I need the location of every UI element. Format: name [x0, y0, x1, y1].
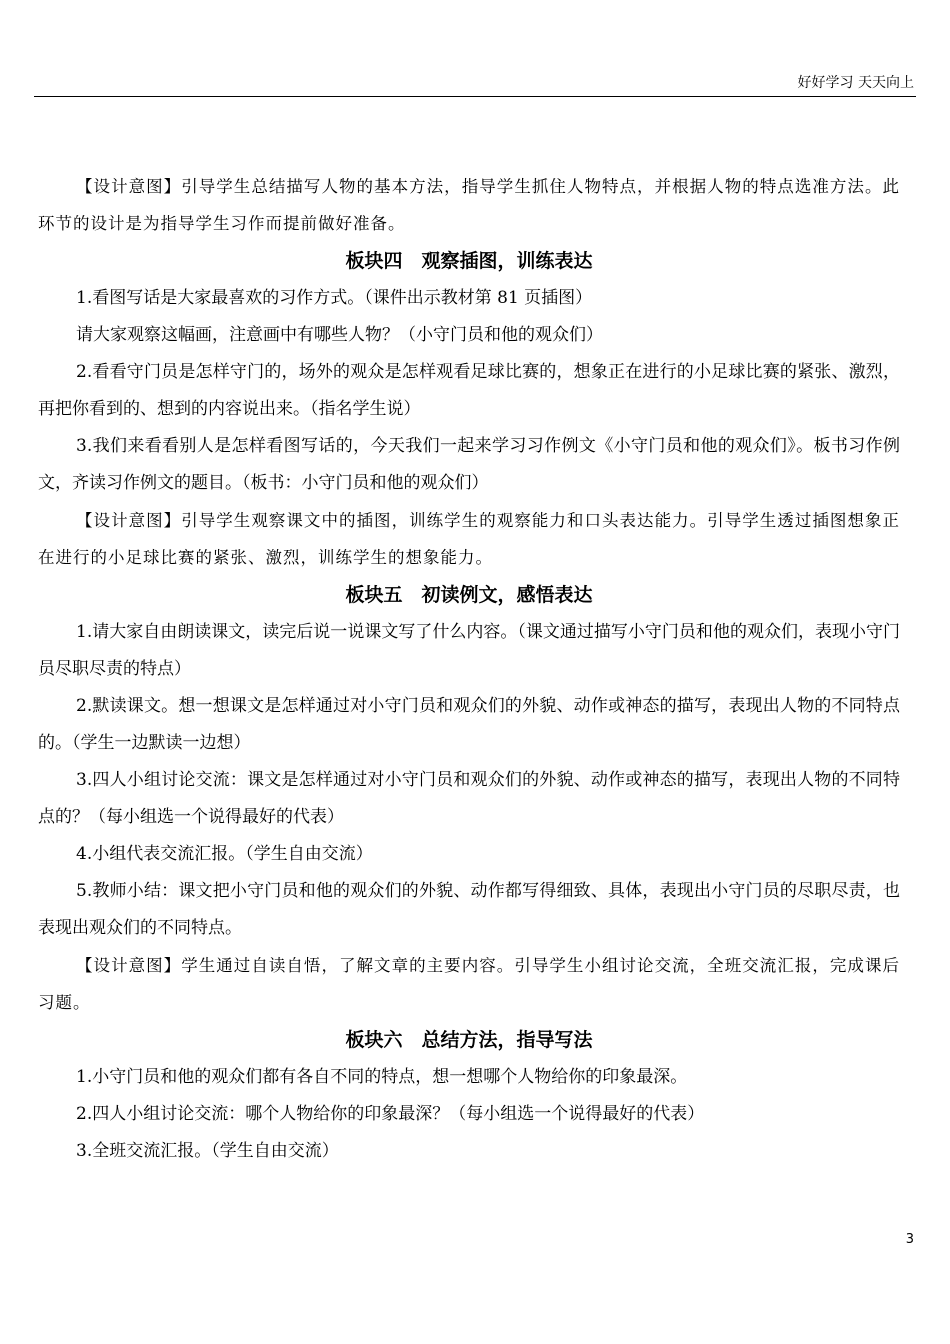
paragraph: 4.小组代表交流汇报。（学生自由交流）: [76, 844, 373, 864]
paragraph: 3.四人小组讨论交流：课文是怎样通过对小守门员和观众们的外貌、动作或神态的描写，表现出人物的不同特点的？（每小组选一个说得最好的代表）: [38, 770, 900, 827]
section-heading: 板块五 初读例文，感悟表达: [345, 584, 593, 606]
paragraph: 2.看看守门员是怎样守门的，场外的观众是怎样观看足球比赛的，想象正在进行的小足球比赛的紧张、激烈，再把你看到的、想到的内容说出来。（指名学生说）: [38, 362, 900, 419]
design-intent-paragraph: 【设计意图】学生通过自读自悟，了解文章的主要内容。引导学生小组讨论交流，全班交流汇报，完成课后习题。: [38, 956, 900, 1012]
paragraph: 3.全班交流汇报。（学生自由交流）: [76, 1141, 339, 1161]
paragraph: 5.教师小结：课文把小守门员和他的观众们的外貌、动作都写得细致、具体，表现出小守门员的尽职尽责，也表现出观众们的不同特点。: [38, 881, 900, 938]
paragraph: 1.小守门员和他的观众们都有各自不同的特点，想一想哪个人物给你的印象最深。: [76, 1067, 688, 1087]
design-intent-paragraph: 【设计意图】引导学生总结描写人物的基本方法，指导学生抓住人物特点，并根据人物的特点选准方法。此环节的设计是为指导学生习作而提前做好准备。: [38, 177, 900, 233]
paragraph: 请大家观察这幅画，注意画中有哪些人物？（小守门员和他的观众们）: [76, 325, 603, 345]
paragraph: 3.我们来看看别人是怎样看图写话的，今天我们一起来学习习作例文《小守门员和他的观众们》。板书习作例文，齐读习作例文的题目。（板书：小守门员和他的观众们）: [38, 436, 900, 493]
paragraph: 1.请大家自由朗读课文，读完后说一说课文写了什么内容。（课文通过描写小守门员和他的观众们，表现小守门员尽职尽责的特点）: [38, 622, 900, 679]
paragraph: 2.默读课文。想一想课文是怎样通过对小守门员和观众们的外貌、动作或神态的描写，表现出人物的不同特点的。（学生一边默读一边想）: [38, 696, 900, 753]
page-number: 3: [905, 1232, 914, 1247]
section-heading: 板块四 观察插图，训练表达: [345, 250, 593, 272]
header-divider: [34, 96, 916, 97]
header-title: 好好学习 天天向上: [797, 75, 914, 91]
section-heading: 板块六 总结方法，指导写法: [345, 1029, 593, 1051]
design-intent-paragraph: 【设计意图】引导学生观察课文中的插图，训练学生的观察能力和口头表达能力。引导学生透过插图想象正在进行的小足球比赛的紧张、激烈，训练学生的想象能力。: [38, 511, 900, 567]
document-body: [38, 168, 900, 1170]
paragraph: 1.看图写话是大家最喜欢的习作方式。（课件出示教材第 81 页插图）: [76, 288, 593, 308]
paragraph: 2.四人小组讨论交流：哪个人物给你的印象最深？（每小组选一个说得最好的代表）: [76, 1104, 705, 1124]
